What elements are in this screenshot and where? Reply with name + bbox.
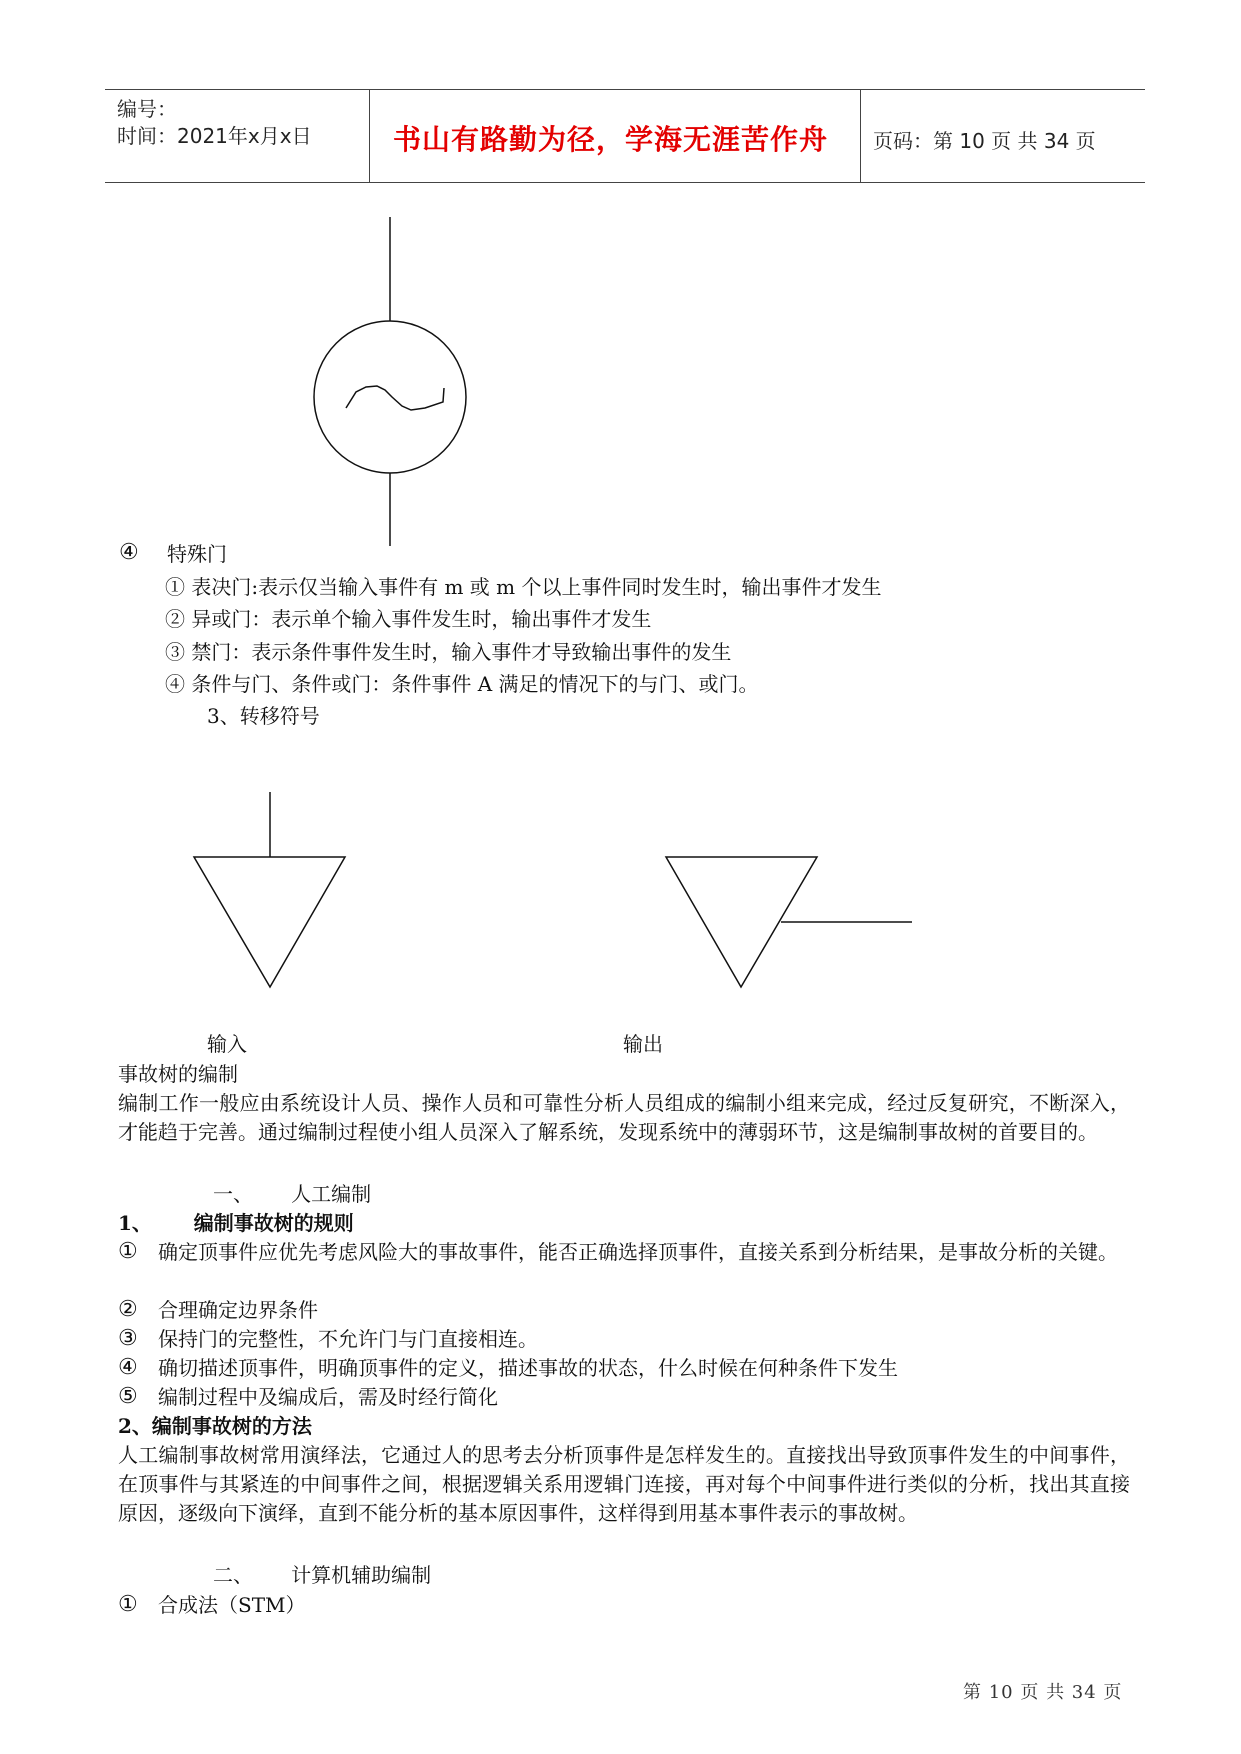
- footer-page-number: 第 10 页 共 34 页: [963, 1682, 1123, 1703]
- rule-2-marker: ②: [118, 1297, 138, 1322]
- computer-heading: 二、 计算机辅助编制: [213, 1563, 432, 1587]
- header-number-label: 编号：: [117, 97, 177, 121]
- method-text: 人工编制事故树常用演绎法，它通过人的思考去分析顶事件是怎样发生的。直接找出导致顶事件发生的中间事件，在顶事件与其紧连的中间事件之间，根据逻辑关系用逻辑门连接，再对每个中间事件进行类似的分析，找出其直接原因，逐级向下演绎，直到不能分析的基本原因事件，这样得到用基本事件表示的事故树。: [118, 1443, 1130, 1525]
- special-gate-item-3: ③ 禁门：表示条件事件发生时，输入事件才导致输出事件的发生: [165, 640, 732, 664]
- rules-heading: 1、 编制事故树的规则: [118, 1211, 354, 1235]
- special-gate-item-1: ① 表决门:表示仅当输入事件有 m 或 m 个以上事件同时发生时，输出事件才发生: [165, 575, 882, 599]
- header-page-info: 页码：第 10 页 共 34 页: [873, 129, 1096, 153]
- rule-2-text: 合理确定边界条件: [158, 1298, 318, 1322]
- special-gate-item-4: ④ 条件与门、条件或门：条件事件 A 满足的情况下的与门、或门。: [165, 672, 759, 696]
- compile-intro: 编制工作一般应由系统设计人员、操作人员和可靠性分析人员组成的编制小组来完成，经过反复研究，不断深入，才能趋于完善。通过编制过程使小组人员深入了解系统，发现系统中的薄弱环节，这是编制事故树的首要目的。: [118, 1091, 1130, 1144]
- synth-text: 合成法（STM）: [158, 1593, 306, 1617]
- transfer-input-label: 输入: [207, 1032, 247, 1056]
- rule-4-marker: ④: [118, 1355, 138, 1380]
- header-motto: 书山有路勤为径，学海无涯苦作舟: [393, 123, 829, 156]
- transfer-output-label: 输出: [623, 1032, 663, 1056]
- special-gate-item-2: ② 异或门：表示单个输入事件发生时，输出事件才发生: [165, 607, 652, 631]
- rule-5-text: 编制过程中及编成后，需及时经行简化: [158, 1385, 498, 1409]
- rule-5-marker: ⑤: [118, 1384, 138, 1409]
- rule-1-marker: ①: [118, 1239, 138, 1264]
- transfer-in-triangle: [194, 857, 345, 987]
- compile-title: 事故树的编制: [118, 1062, 238, 1086]
- rule-3-marker: ③: [118, 1326, 138, 1351]
- manual-heading: 一、 人工编制: [213, 1182, 372, 1206]
- synth-marker: ①: [118, 1592, 138, 1617]
- transfer-heading: 3、转移符号: [207, 704, 320, 728]
- rule-3-text: 保持门的完整性，不允许门与门直接相连。: [158, 1327, 538, 1351]
- tilde-icon: [346, 386, 444, 410]
- header-time-label: 时间：2021年x月x日: [117, 124, 312, 148]
- rule-1-text: 确定顶事件应优先考虑风险大的事故事件，能否正确选择顶事件，直接关系到分析结果，是事故分析的关键。: [158, 1240, 1118, 1264]
- special-gate-marker: ④: [119, 540, 139, 565]
- method-heading: 2、编制事故树的方法: [118, 1414, 312, 1438]
- rule-4-text: 确切描述顶事件，明确顶事件的定义，描述事故的状态，什么时候在何种条件下发生: [158, 1356, 898, 1380]
- special-gate-heading: 特殊门: [167, 542, 227, 566]
